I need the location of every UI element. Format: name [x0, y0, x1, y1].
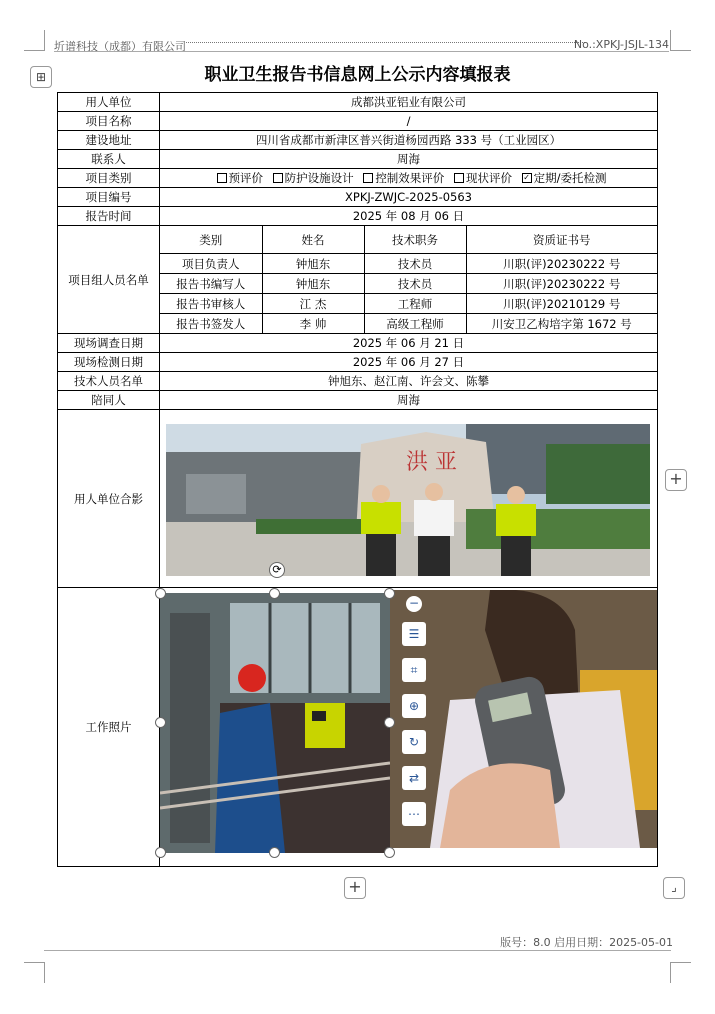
row-label: 现场调查日期 — [58, 334, 160, 353]
replace-image-icon[interactable]: ⇄ — [402, 766, 426, 790]
row-label: 现场检测日期 — [58, 353, 160, 372]
group-photo[interactable] — [166, 424, 650, 576]
zoom-in-icon[interactable]: ⊕ — [402, 694, 426, 718]
row-label: 项目组人员名单 — [58, 226, 160, 334]
table-row — [58, 169, 658, 188]
team-cell-text[interactable]: 技术员 — [364, 274, 466, 294]
row-value[interactable]: 2025 年 06 月 27 日 — [160, 353, 658, 372]
option-label: 现状评价 — [465, 171, 512, 185]
row-label: 联系人 — [58, 150, 160, 169]
table-row — [58, 353, 658, 372]
team-cell-text[interactable]: 李 帅 — [262, 314, 364, 334]
resize-handle[interactable] — [269, 588, 280, 599]
table-move-handle[interactable]: ⊞ — [30, 66, 52, 88]
row-value[interactable]: 2025 年 06 月 21 日 — [160, 334, 658, 353]
row-label: 技术人员名单 — [58, 372, 160, 391]
footer-version: 版号：8.0 启用日期：2025-05-01 — [500, 936, 673, 949]
row-label: 工作照片 — [58, 588, 160, 867]
table-row — [58, 150, 658, 169]
resize-handle[interactable] — [155, 847, 166, 858]
row-label: 建设地址 — [58, 131, 160, 150]
team-cell-text[interactable]: 川职(评)20230222 号 — [466, 254, 657, 274]
row-label: 项目名称 — [58, 112, 160, 131]
team-cell-text[interactable]: 江 杰 — [262, 294, 364, 314]
checkbox-unchecked[interactable] — [454, 173, 464, 183]
team-cell-text[interactable]: 高级工程师 — [364, 314, 466, 334]
crop-icon[interactable]: ⌗ — [402, 658, 426, 682]
add-row-button[interactable]: + — [344, 877, 366, 899]
more-options-icon[interactable]: ⋯ — [402, 802, 426, 826]
option-label: 防护设施设计 — [284, 171, 354, 185]
option-label: 预评价 — [228, 171, 263, 185]
row-value[interactable]: XPKJ-ZWJC-2025-0563 — [160, 188, 658, 207]
svg-text:洪 亚: 洪 亚 — [406, 450, 457, 475]
checkbox-unchecked[interactable] — [273, 173, 283, 183]
row-label: 报告时间 — [58, 207, 160, 226]
option-label: 控制效果评价 — [375, 171, 445, 185]
team-cell-text[interactable]: 项目负责人 — [160, 254, 262, 274]
team-row — [160, 254, 657, 274]
footer-rule — [44, 950, 671, 951]
row-label: 项目编号 — [58, 188, 160, 207]
table-row — [58, 112, 658, 131]
team-cell-text[interactable]: 钟旭东 — [262, 254, 364, 274]
team-cell-text[interactable]: 报告书签发人 — [160, 314, 262, 334]
team-row — [160, 294, 657, 314]
row-label: 用人单位合影 — [58, 410, 160, 588]
team-cell-text[interactable]: 川职(评)20230222 号 — [466, 274, 657, 294]
team-cell-text[interactable]: 川安卫乙构培字第 1672 号 — [491, 316, 632, 331]
work-photo-2[interactable] — [390, 590, 657, 848]
rotate-icon[interactable]: ↻ — [402, 730, 426, 754]
team-cell-text[interactable]: 技术员 — [364, 254, 466, 274]
team-cell-text[interactable]: 川职(评)20210129 号 — [466, 294, 657, 314]
row-value[interactable]: 2025 年 08 月 06 日 — [160, 207, 658, 226]
row-value[interactable]: 四川省成都市新津区普兴街道杨园西路 333 号（工业园区） — [160, 131, 658, 150]
team-col-header: 资质证书号 — [466, 226, 657, 254]
text-wrap-icon[interactable]: ☰ — [402, 622, 426, 646]
team-cell-text[interactable]: 报告书编写人 — [160, 274, 262, 294]
resize-handle[interactable] — [384, 717, 395, 728]
page-corner-mark — [670, 962, 691, 983]
header-company: 圻谱科技（成都）有限公司 — [54, 40, 186, 53]
checkbox-checked[interactable]: ✓ — [523, 172, 530, 182]
resize-handle[interactable] — [269, 847, 280, 858]
page-title: 职业卫生报告书信息网上公示内容填报表 — [204, 65, 511, 85]
table-row — [58, 334, 658, 353]
team-col-header: 技术职务 — [364, 226, 466, 254]
table-row — [58, 188, 658, 207]
row-label: 陪同人 — [58, 391, 160, 410]
checkbox-unchecked[interactable] — [363, 173, 373, 183]
header-doc-number: No.:XPKJ-JSJL-134 — [573, 38, 669, 51]
row-value[interactable]: 钟旭东、赵江南、许会文、陈攀 — [160, 372, 658, 391]
row-value[interactable]: / — [160, 112, 658, 131]
team-cell-text[interactable]: 钟旭东 — [262, 274, 364, 294]
row-label: 项目类别 — [58, 169, 160, 188]
team-table — [160, 226, 657, 333]
row-value[interactable]: 周海 — [160, 391, 658, 410]
table-row — [58, 131, 658, 150]
resize-handle[interactable] — [384, 847, 395, 858]
team-col-header: 姓名 — [262, 226, 364, 254]
row-label: 用人单位 — [58, 93, 160, 112]
table-row — [58, 207, 658, 226]
header-leader-dots — [186, 42, 585, 43]
resize-handle[interactable] — [155, 588, 166, 599]
table-row — [58, 226, 658, 334]
rotate-handle-icon[interactable]: ⟳ — [269, 562, 285, 578]
team-cell-text[interactable]: 报告书审核人 — [160, 294, 262, 314]
project-category-options[interactable] — [160, 169, 658, 188]
team-row — [160, 274, 657, 294]
resize-handle[interactable] — [155, 717, 166, 728]
table-resize-icon[interactable]: ⌟ — [663, 877, 685, 899]
page-corner-mark — [24, 30, 45, 51]
add-column-button[interactable]: + — [665, 469, 687, 491]
team-cell — [160, 226, 658, 334]
table-row — [58, 391, 658, 410]
page-corner-mark — [24, 962, 45, 983]
row-value[interactable]: 成都洪亚铝业有限公司 — [160, 93, 658, 112]
row-value[interactable]: 周海 — [160, 150, 658, 169]
page-corner-mark — [670, 30, 691, 51]
table-row — [58, 372, 658, 391]
checkbox-unchecked[interactable] — [217, 173, 227, 183]
team-col-header: 类别 — [160, 226, 262, 254]
table-row — [58, 93, 658, 112]
team-row — [160, 314, 657, 334]
option-label: 定期/委托检测 — [533, 171, 607, 185]
work-photo-1[interactable] — [160, 593, 390, 853]
team-header-row — [160, 226, 657, 254]
zoom-out-icon[interactable]: − — [406, 596, 422, 612]
header-rule — [54, 51, 669, 52]
team-cell-text[interactable]: 工程师 — [364, 294, 466, 314]
resize-handle[interactable] — [384, 588, 395, 599]
